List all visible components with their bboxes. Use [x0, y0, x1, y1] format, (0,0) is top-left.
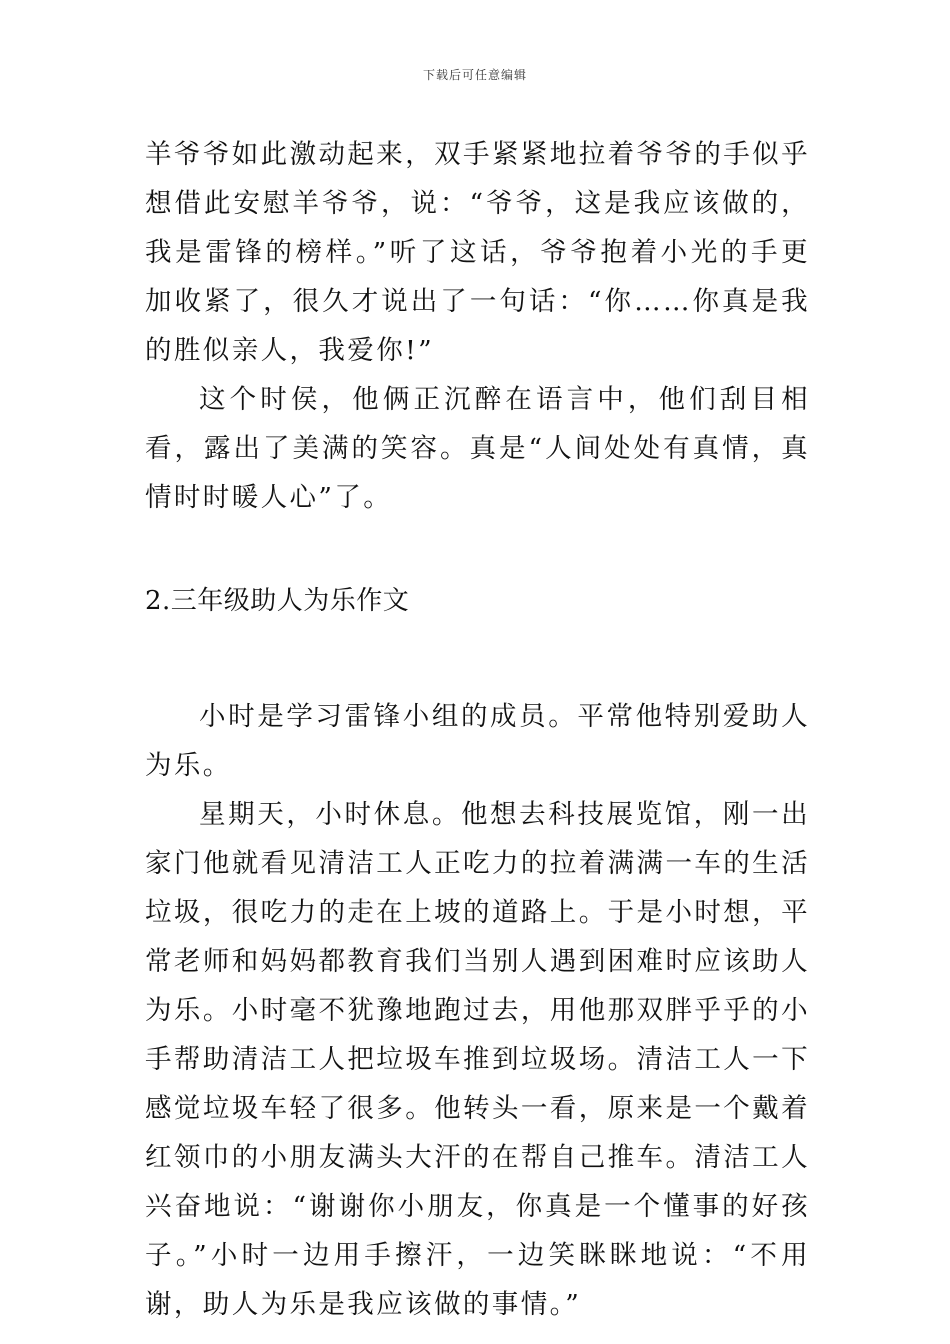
document-body	[145, 130, 810, 1329]
paragraph-continued: 羊爷爷如此激动起来，双手紧紧地拉着爷爷的手似乎想借此安慰羊爷爷，说：“爷爷，这是我应该做的，我是雷锋的榜样。”听了这话，爷爷抱着小光的手更加收紧了，很久才说出了一句话：“你……你真是我的胜似亲人，我爱你!”	[145, 139, 810, 366]
header-note: 下载后可任意编辑	[422, 68, 527, 82]
section-spacer	[145, 626, 810, 692]
paragraph-story: 星期天，小时休息。他想去科技展览馆，刚一出家门他就看见清洁工人正吃力的拉着满满一车的生活垃圾，很吃力的走在上坡的道路上。于是小时想，平常老师和妈妈都教育我们当别人遇到困难时应该助人为乐。小时毫不犹豫地跑过去，用他那双胖乎乎的小手帮助清洁工人把垃圾车推到垃圾场。清洁工人一下感觉垃圾车轻了很多。他转头一看，原来是一个戴着红领巾的小朋友满头大汗的在帮自己推车。清洁工人兴奋地说：“谢谢你小朋友，你真是一个懂事的好孩子。”小时一边用手擦汗，一边笑眯眯地说：“不用谢，助人为乐是我应该做的事情。”	[145, 799, 810, 1320]
paragraph-intro: 小时是学习雷锋小组的成员。平常他特别爱助人为乐。	[145, 701, 810, 781]
section-title: 2.三年级助人为乐作文	[145, 586, 410, 616]
paragraph-ending: 这个时侯，他俩正沉醉在语言中，他们刮目相看，露出了美满的笑容。真是“人间处处有真情，真情时时暖人心”了。	[145, 384, 810, 513]
